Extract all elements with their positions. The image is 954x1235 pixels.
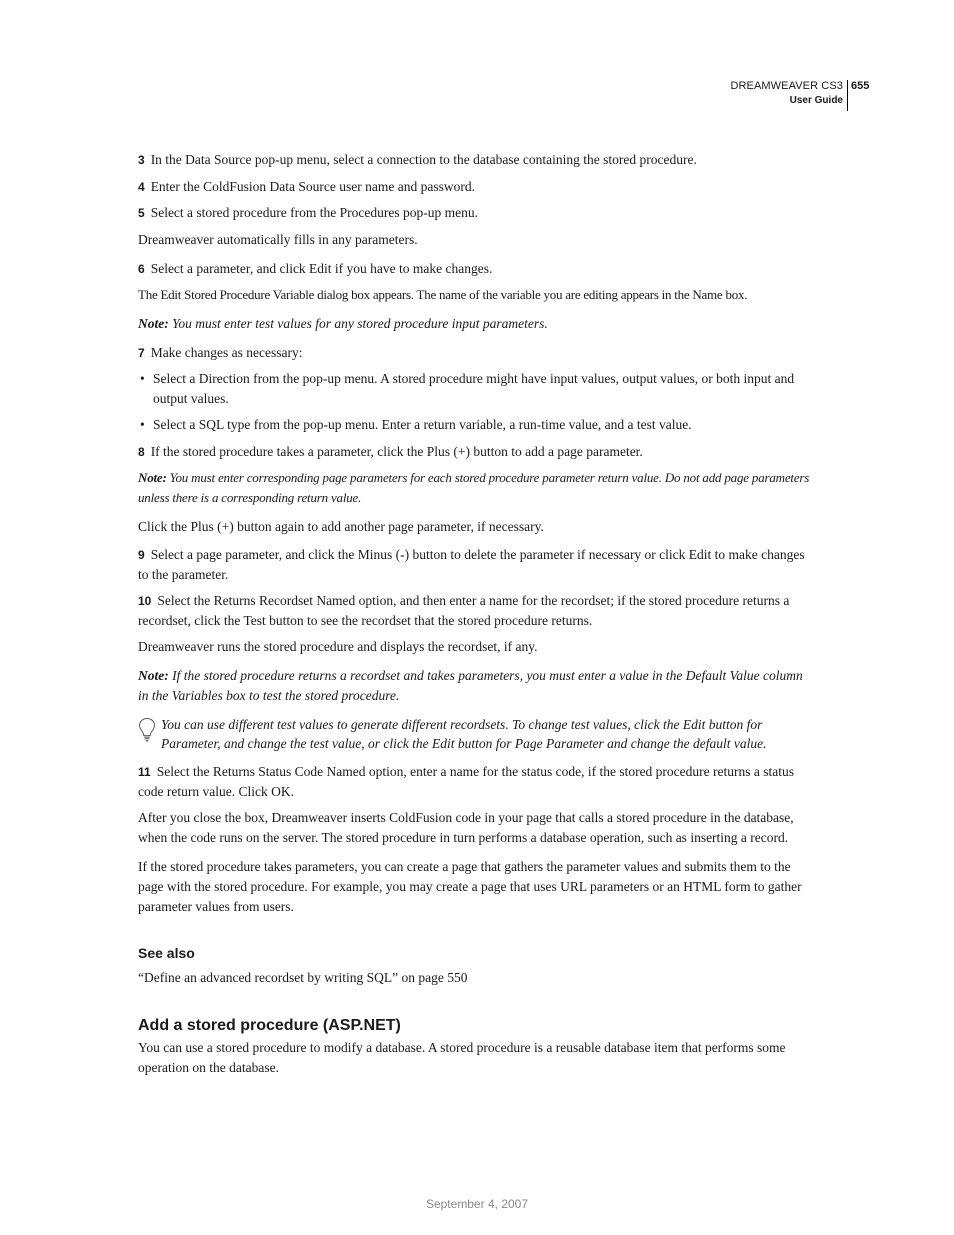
bullet-mark: • (140, 417, 145, 432)
step-text: Select the Returns Recordset Named option, and then enter a name for the recordset; if the stored procedure returns a recordset, click the Test button to see the recordset that the stored procedure returns. (138, 593, 790, 628)
paragraph-after-close: After you close the box, Dreamweaver inserts ColdFusion code in your page that calls a stored procedure in the database, when the code runs on the server. The stored procedure in turn performs a database operation, such as inserting a record. (138, 810, 794, 845)
header-divider (847, 80, 848, 111)
section-heading: Add a stored procedure (ASP.NET) (138, 1017, 401, 1034)
step-number: 9 (138, 548, 145, 562)
guide-name: User Guide (789, 95, 843, 106)
step-text: Select the Returns Status Code Named option, enter a name for the status code, if the stored procedure returns a status code return value. Click OK. (138, 764, 795, 799)
step-number: 11 (138, 765, 151, 779)
tip-text: You can use different test values to generate different recordsets. To change test values, click the Edit button for Parameter, and change the test value, or click the Edit button for Page Parameter and change the default value. (161, 717, 767, 751)
step-3 (138, 150, 816, 170)
tip (138, 715, 816, 753)
step-text: Select a page parameter, and click the Minus (-) button to delete the parameter if necessary or click Edit to make changes to the parameter. (138, 547, 805, 582)
page-content (138, 150, 816, 1078)
note-label: Note: (138, 668, 169, 683)
paragraph-parameters: If the stored procedure takes parameters, you can create a page that gathers the parameter values and submits them to the page with the stored procedure. For example, you may create a page that uses URL parameters or an HTML form to gather parameter values from users. (138, 859, 802, 914)
step-number: 7 (138, 346, 145, 360)
bullet-text: Select a Direction from the pop-up menu. A stored procedure might have input values, output values, or both input and output values. (153, 371, 795, 406)
step-number: 3 (138, 153, 145, 167)
product-name: DREAMWEAVER CS3 (730, 80, 843, 92)
step-number: 10 (138, 594, 152, 608)
step-text: Enter the ColdFusion Data Source user name and password. (150, 179, 475, 194)
footer-date: September 4, 2007 (425, 1197, 529, 1211)
step-number: 5 (138, 206, 145, 220)
note-label: Note: (138, 470, 167, 485)
step-number: 8 (138, 445, 145, 459)
step-text: If the stored procedure takes a parameter, click the Plus (+) button to add a page parameter. (150, 444, 643, 459)
step-4 (138, 177, 816, 197)
paragraph-autofill: Dreamweaver automatically fills in any parameters. (138, 232, 418, 247)
paragraph-dialog: The Edit Stored Procedure Variable dialog box appears. The name of the variable you are editing appears in the Name box. (138, 287, 748, 302)
step-7 (138, 343, 816, 363)
step-5 (138, 203, 816, 223)
bullet-text: Select a SQL type from the pop-up menu. Enter a return variable, a run-time value, and a test value. (153, 417, 692, 432)
step-6 (138, 259, 816, 279)
step-text: Make changes as necessary: (150, 345, 303, 360)
note-text: You must enter corresponding page parameters for each stored procedure parameter return value. Do not add page parameters unless there is a corresponding return value. (138, 470, 810, 505)
step-text: In the Data Source pop-up menu, select a connection to the database containing the stored procedure. (150, 152, 697, 167)
bullet-direction (138, 369, 816, 409)
see-also-heading: See also (138, 945, 195, 961)
note-default-value (138, 666, 816, 706)
step-text: Select a stored procedure from the Procedures pop-up menu. (150, 205, 478, 220)
note-test-values (138, 314, 816, 334)
step-10 (138, 591, 816, 631)
paragraph-runs: Dreamweaver runs the stored procedure and displays the recordset, if any. (138, 639, 538, 654)
step-number: 6 (138, 262, 145, 276)
step-number: 4 (138, 180, 145, 194)
page-number: 655 (851, 80, 870, 92)
step-11 (138, 762, 816, 802)
lightbulb-icon (138, 717, 156, 748)
section-text: You can use a stored procedure to modify a database. A stored procedure is a reusable database item that performs some operation on the database. (138, 1040, 786, 1075)
bullet-sql-type (138, 415, 816, 435)
note-page-parameters (138, 468, 816, 508)
step-text: Select a parameter, and click Edit if you have to make changes. (150, 261, 493, 276)
paragraph-plus: Click the Plus (+) button again to add another page parameter, if necessary. (138, 519, 544, 534)
note-text: If the stored procedure returns a recordset and takes parameters, you must enter a value in the Default Value column in the Variables box to test the stored procedure. (138, 668, 803, 703)
note-label: Note: (138, 316, 169, 331)
step-9 (138, 545, 816, 585)
note-text: You must enter test values for any stored procedure input parameters. (168, 316, 548, 331)
running-header (730, 79, 843, 108)
step-8 (138, 442, 816, 462)
see-also-link[interactable]: “Define an advanced recordset by writing SQL” on page 550 (138, 970, 468, 985)
bullet-mark: • (140, 371, 145, 386)
